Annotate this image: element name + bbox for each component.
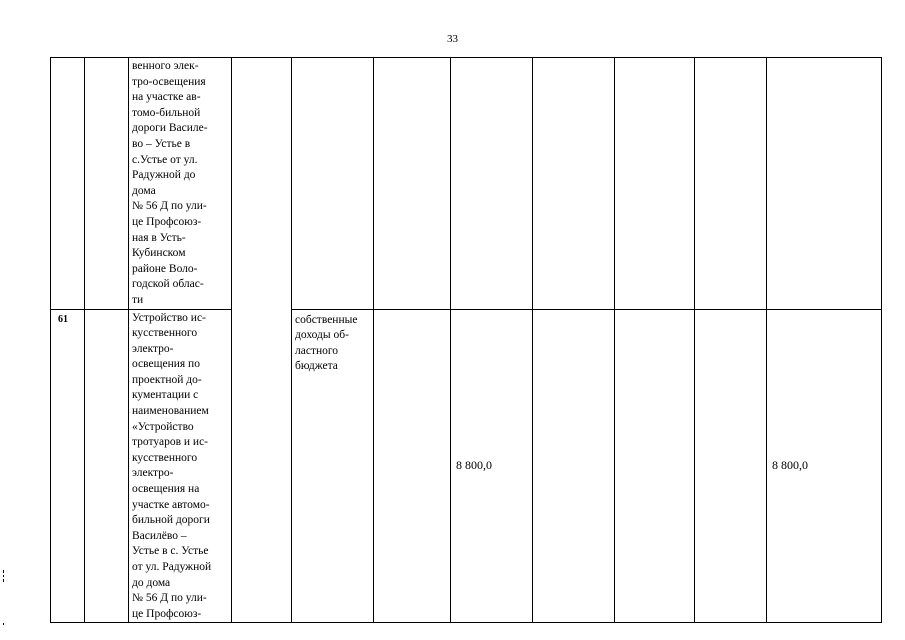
scan-mark <box>3 570 4 573</box>
scan-mark <box>3 579 4 582</box>
page-number: 33 <box>447 33 458 45</box>
source-cell <box>292 309 374 623</box>
merged-cell <box>232 58 292 623</box>
scan-mark <box>3 575 4 577</box>
scan-mark <box>3 623 4 625</box>
row-number-cell <box>51 58 85 310</box>
value-cell <box>767 58 882 310</box>
empty-cell <box>85 58 129 310</box>
empty-cell <box>374 309 451 623</box>
row-number <box>51 58 84 60</box>
empty-cell <box>533 58 615 310</box>
value-text: 8 800,0 <box>772 458 808 473</box>
row-number: 61 <box>58 313 68 325</box>
source-text: собственные доходы об- ластного бюджета <box>295 313 358 373</box>
value-cell <box>451 58 533 310</box>
value-cell <box>451 309 533 623</box>
budget-table <box>50 57 882 623</box>
empty-cell <box>85 309 129 623</box>
table-row <box>51 58 882 310</box>
value-text: 8 800,0 <box>456 458 492 473</box>
empty-cell <box>374 58 451 310</box>
row-number-cell <box>51 309 85 623</box>
description-text: Устройство ис- кусственного электро- освещения по проектной до- кументации с наименованием «Устройство тротуаров и ис- кусственного электро- освещения на участке автомо- бильной дороги Василёво – Устье в с. Устье от ул. Радужной до дома № 56 Д по ули- це Профсоюз- <box>132 311 212 620</box>
empty-cell <box>695 58 767 310</box>
empty-cell <box>533 309 615 623</box>
description-text: венного элек- тро-освещения на участке ав- томо-бильной дороги Василе- во – Устье в с.Устье от ул. Радужной до дома № 56 Д по ули- це Профсоюз- ная в Усть- Кубинском районе Воло- годской облас- ти <box>132 60 208 306</box>
empty-cell <box>615 309 695 623</box>
empty-cell <box>695 309 767 623</box>
source-cell <box>292 58 374 310</box>
table-row <box>51 309 882 623</box>
empty-cell <box>615 58 695 310</box>
source-text <box>292 58 373 59</box>
description-cell <box>129 309 232 623</box>
value-cell <box>767 309 882 623</box>
description-cell <box>129 58 232 310</box>
